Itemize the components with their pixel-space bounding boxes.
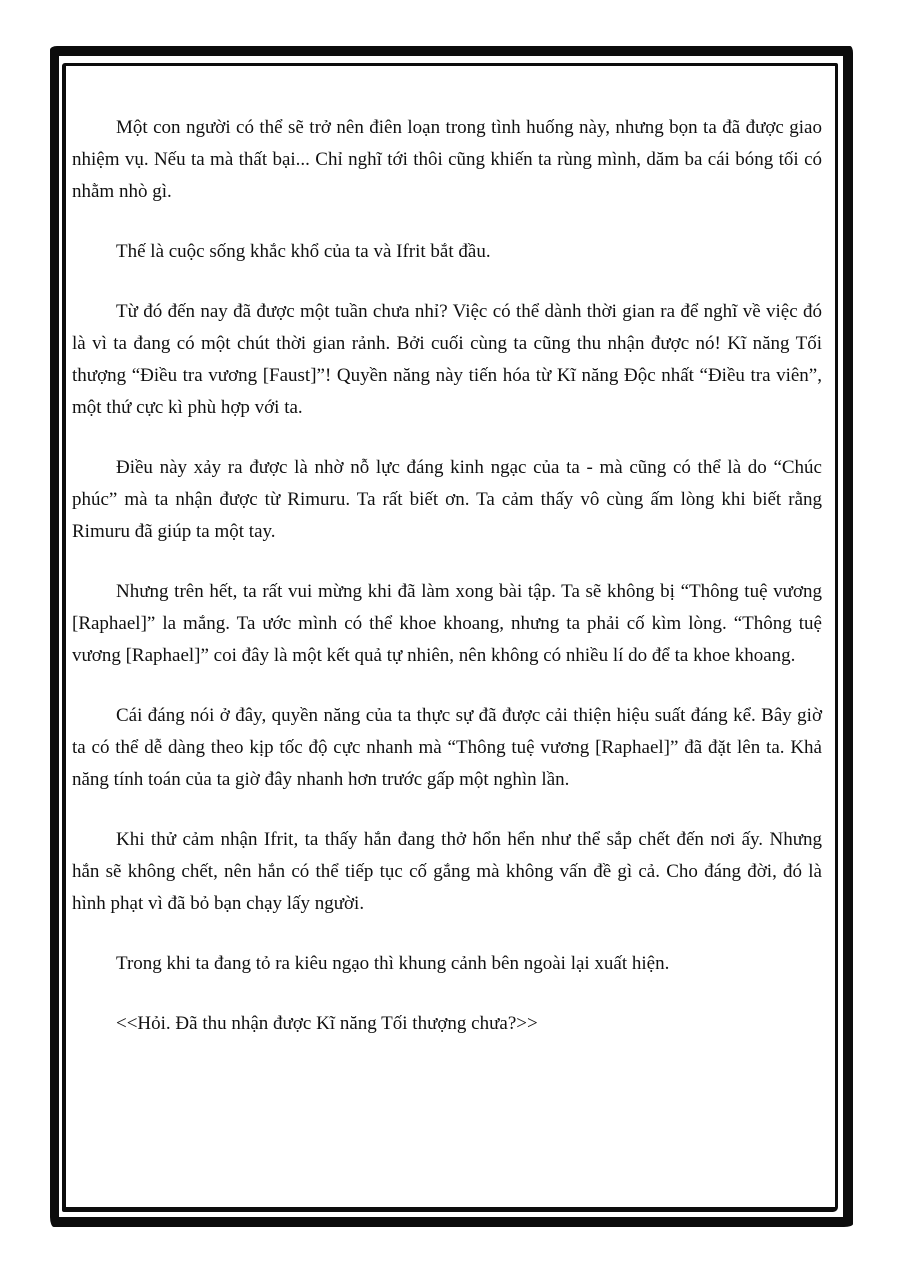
paragraph: Nhưng trên hết, ta rất vui mừng khi đã làm xong bài tập. Ta sẽ không bị “Thông tuệ vương [Raphael]” la mắng. Ta ước mình có thể khoe khoang, nhưng ta phải cố kìm lòng. “Thông tuệ vương [Raphael]” coi đây là một kết quả tự nhiên, nên không có nhiều lí do để ta khoe khoang.	[72, 581, 822, 666]
paragraph: Khi thử cảm nhận Ifrit, ta thấy hắn đang thở hổn hển như thể sắp chết đến nơi ấy. Nhưng hắn sẽ không chết, nên hắn có thể tiếp tục cố gắng mà không vấn đề gì cả. Cho đáng đời, đó là hình phạt vì đã bỏ bạn chạy lấy người.	[72, 829, 822, 914]
paragraph: Một con người có thể sẽ trở nên điên loạn trong tình huống này, nhưng bọn ta đã được giao nhiệm vụ. Nếu ta mà thất bại... Chỉ nghĩ tới thôi cũng khiến ta rùng mình, dăm ba cái bóng tối có nhằm nhò gì.	[72, 117, 822, 202]
body-text	[72, 112, 822, 1040]
paragraph: Điều này xảy ra được là nhờ nỗ lực đáng kinh ngạc của ta - mà cũng có thể là do “Chúc phúc” mà ta nhận được từ Rimuru. Ta rất biết ơn. Ta cảm thấy vô cùng ấm lòng khi biết rằng Rimuru đã giúp ta một tay.	[72, 457, 822, 542]
paragraph: Thế là cuộc sống khắc khổ của ta và Ifrit bắt đầu.	[116, 241, 491, 262]
system-message-paragraph: <<Hỏi. Đã thu nhận được Kĩ năng Tối thượng chưa?>>	[116, 1013, 538, 1034]
paragraph: Cái đáng nói ở đây, quyền năng của ta thực sự đã được cải thiện hiệu suất đáng kể. Bây giờ ta có thể dễ dàng theo kịp tốc độ cực nhanh mà “Thông tuệ vương [Raphael]” đã đặt lên ta. Khả năng tính toán của ta giờ đây nhanh hơn trước gấp một nghìn lần.	[72, 705, 822, 790]
paragraph: Trong khi ta đang tỏ ra kiêu ngạo thì khung cảnh bên ngoài lại xuất hiện.	[116, 953, 670, 974]
paragraph: Từ đó đến nay đã được một tuần chưa nhỉ? Việc có thể dành thời gian ra để nghĩ về việc đó là vì ta đang có một chút thời gian rảnh. Bởi cuối cùng ta cũng thu nhận được nó! Kĩ năng Tối thượng “Điều tra vương [Faust]”! Quyền năng này tiến hóa từ Kĩ năng Độc nhất “Điều tra viên”, một thứ cực kì phù hợp với ta.	[72, 301, 822, 418]
